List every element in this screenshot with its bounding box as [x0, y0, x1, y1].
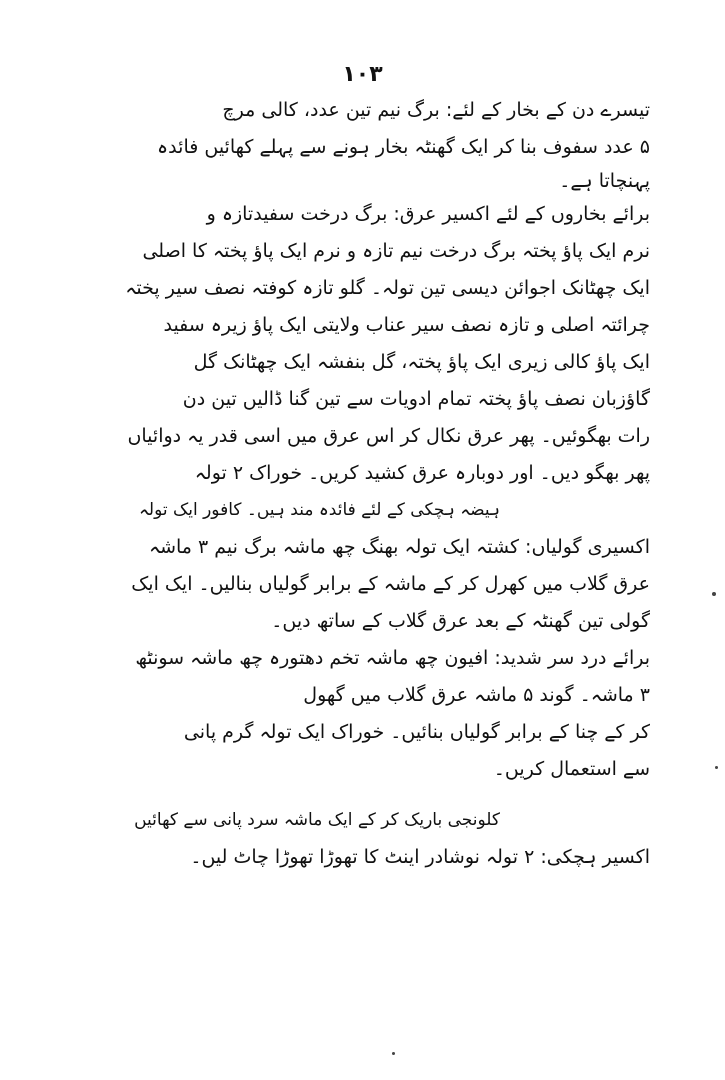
- scan-speck: [392, 1052, 395, 1055]
- text-line: ایک پاؤ کالی زیری ایک پاؤ پختہ، گل بنفشہ ایک چھٹانک گل: [193, 351, 650, 373]
- text-line: رات بھگوئیں۔ پھر عرق نکال کر اس عرق میں اسی قدر یہ دوائیاں: [127, 425, 650, 447]
- text-line: برائے بخاروں کے لئے اکسیر عرق: برگ درخت سفیدتازہ و: [206, 203, 650, 225]
- text-line: چرائتہ اصلی و تازہ نصف سیر عناب ولایتی ایک پاؤ زیرہ سفید: [163, 314, 650, 336]
- scan-speck: [715, 766, 718, 769]
- text-line: عرق گلاب میں کھرل کر کے ماشہ کے برابر گولیاں بنالیں۔ ایک ایک: [131, 573, 650, 595]
- text-line: گولی تین گھنٹہ کے بعد عرق گلاب کے ساتھ دیں۔: [271, 610, 650, 632]
- text-line: برائے درد سر شدید: افیون چھ ماشہ تخم دھتورہ چھ ماشہ سونٹھ: [135, 647, 650, 669]
- text-line: نرم ایک پاؤ پختہ برگ درخت نیم تازہ و نرم ایک پاؤ پختہ کا اصلی: [142, 240, 650, 262]
- text-line: ایک چھٹانک اجوائن دیسی تین تولہ۔ گلو تازہ کوفتہ نصف سیر پختہ: [125, 277, 650, 299]
- text-line: اکسیر ہچکی: ۲ تولہ نوشادر اینٹ کا تھوڑا تھوڑا چاٹ لیں۔: [190, 846, 650, 868]
- body-text: [90, 92, 650, 876]
- text-line: گاؤزبان نصف پاؤ پختہ تمام ادویات سے تین گنا ڈالیں تین دن: [182, 388, 650, 410]
- line-gap: [90, 788, 650, 802]
- text-line: پھر بھگو دیں۔ اور دوبارہ عرق کشید کریں۔ خوراک ۲ تولہ: [194, 462, 650, 484]
- text-line: پہنچاتا ہے۔: [559, 170, 650, 192]
- text-line: تیسرے دن کے بخار کے لئے: برگ نیم تین عدد، کالی مرچ: [222, 99, 650, 121]
- scan-speck: [712, 592, 716, 596]
- text-line: ہیضہ ہچکی کے لئے فائدہ مند ہیں۔ کافور ایک تولہ: [138, 500, 500, 520]
- page-number: ۱۰۳: [342, 62, 383, 87]
- text-line: اکسیری گولیاں: کشتہ ایک تولہ بھنگ چھ ماشہ برگ نیم ۳ ماشہ: [148, 536, 650, 558]
- text-line: کر کے چنا کے برابر گولیاں بنائیں۔ خوراک ایک تولہ گرم پانی: [183, 721, 650, 743]
- text-line: کلونجی باریک کر کے ایک ماشہ سرد پانی سے کھائیں: [134, 810, 500, 830]
- text-line: سے استعمال کریں۔: [493, 758, 650, 780]
- text-line: ۵ عدد سفوف بنا کر ایک گھنٹہ بخار ہونے سے پہلے کھائیں فائدہ: [157, 136, 650, 158]
- text-line: ۳ ماشہ۔ گوند ۵ ماشہ عرق گلاب میں گھول: [303, 684, 650, 706]
